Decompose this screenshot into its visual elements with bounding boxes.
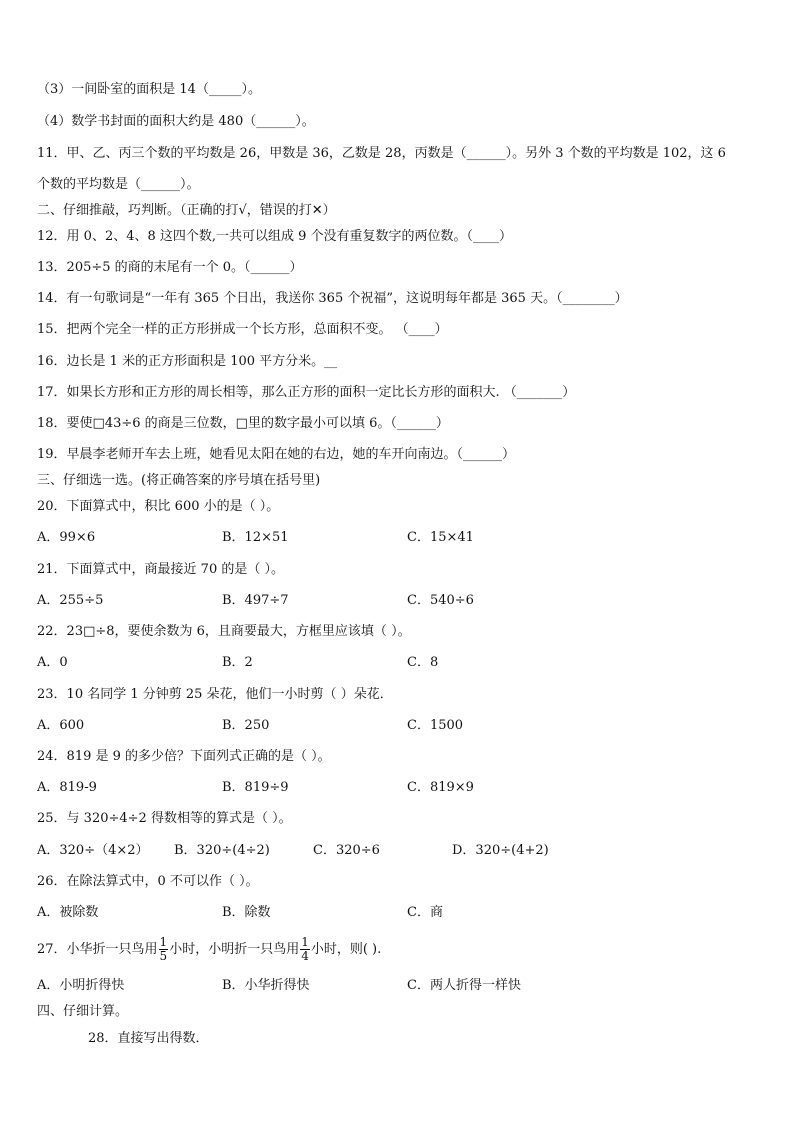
- section-4-heading: 四、仔细计算。: [37, 1004, 129, 1019]
- fraction-2: [300, 936, 310, 963]
- question-26: 26．在除法算式中，0 不可以作（ ）。: [37, 874, 259, 889]
- q22-option-a: A．0: [37, 655, 68, 670]
- fraction-1-denominator: 5: [159, 949, 168, 963]
- q21-option-b: B．497÷7: [222, 593, 289, 608]
- q23-option-c: C．1500: [407, 718, 464, 733]
- q25-option-b: B．320÷(4÷2): [174, 843, 270, 858]
- q26-option-a: A．被除数: [37, 905, 99, 920]
- q26-option-b: B．除数: [222, 905, 271, 920]
- question-11-line-1: 11．甲、乙、丙三个数的平均数是 26，甲数是 36，乙数是 28，丙数是（______）。另外 3 个数的平均数是 102，这 6: [37, 146, 726, 161]
- question-20: 20．下面算式中，积比 600 小的是（ ）。: [37, 499, 280, 514]
- question-19: 19．早晨李老师开车去上班，她看见太阳在她的右边，她的车开向南边。（______）: [37, 447, 516, 462]
- fraction-2-numerator: 1: [301, 935, 309, 949]
- q20-option-b: B．12×51: [222, 530, 289, 545]
- q26-option-c: C．商: [407, 905, 443, 920]
- question-12: 12．用 0、2、4、8 这四个数,一共可以组成 9 个没有重复数字的两位数。（____）: [37, 229, 513, 244]
- q20-option-c: C．15×41: [407, 530, 474, 545]
- q25-option-c: C．320÷6: [313, 843, 380, 858]
- q23-option-b: B．250: [222, 718, 270, 733]
- fraction-1: [159, 936, 169, 963]
- section-3-heading: 三、仔细选一选。(将正确答案的序号填在括号里): [37, 473, 321, 488]
- section-2-heading: 二、仔细推敲，巧判断。（正确的打√，错误的打✕）: [37, 203, 336, 218]
- question-23: 23．10 名同学 1 分钟剪 25 朵花，他们一小时剪（ ）朵花．: [37, 687, 393, 702]
- q27-option-b: B．小华折得快: [222, 978, 310, 993]
- q27-middle: 小时，小明折一只鸟用: [169, 942, 300, 957]
- question-27: [37, 935, 381, 965]
- q23-option-a: A．600: [37, 718, 85, 733]
- question-18: 18．要使□43÷6 的商是三位数，□里的数字最小可以填 6。（______）: [37, 416, 449, 431]
- q24-option-c: C．819×9: [407, 780, 474, 795]
- fraction-2-denominator: 4: [301, 949, 309, 963]
- q27-option-c: C．两人折得一样快: [407, 978, 521, 993]
- q25-option-a: A．320÷（4×2）: [37, 843, 149, 858]
- item-4: （4）数学书封面的面积大约是 480（______）。: [37, 114, 315, 129]
- q27-option-a: A．小明折得快: [37, 978, 125, 993]
- question-21: 21．下面算式中，商最接近 70 的是（ ）。: [37, 562, 284, 577]
- question-24: 24．819 是 9 的多少倍？下面列式正确的是（ ）。: [37, 749, 331, 764]
- question-22: 22．23□÷8，要使余数为 6，且商要最大，方框里应该填（ ）。: [37, 624, 411, 639]
- q24-option-b: B．819÷9: [222, 780, 289, 795]
- q22-option-c: C．8: [407, 655, 439, 670]
- question-14: 14．有一句歌词是“一年有 365 个日出，我送你 365 个祝福”，这说明每年都是 365 天。（________）: [37, 291, 628, 306]
- q25-option-d: D．320÷(4+2): [452, 843, 549, 858]
- item-3: （3）一间卧室的面积是 14（_____）。: [37, 82, 261, 97]
- q27-prefix: 27．小华折一只鸟用: [37, 942, 158, 957]
- question-15: 15．把两个完全一样的正方形拼成一个长方形，总面积不变。 （____）: [37, 322, 448, 337]
- question-11-line-2: 个数的平均数是（______）。: [37, 177, 200, 192]
- question-28: 28．直接写出得数．: [88, 1031, 209, 1046]
- q24-option-a: A．819-9: [37, 780, 97, 795]
- q22-option-b: B．2: [222, 655, 253, 670]
- q21-option-a: A．255÷5: [37, 593, 104, 608]
- question-16: 16．边长是 1 米的正方形面积是 100 平方分米。__: [37, 354, 338, 369]
- q21-option-c: C．540÷6: [407, 593, 474, 608]
- question-17: 17．如果长方形和正方形的周长相等，那么正方形的面积一定比长方形的面积大. （_______）: [37, 385, 576, 400]
- q27-suffix: 小时，则( ).: [310, 942, 382, 957]
- question-13: 13．205÷5 的商的末尾有一个 0。（______）: [37, 260, 303, 275]
- question-25: 25．与 320÷4÷2 得数相等的算式是（ ）。: [37, 811, 292, 826]
- fraction-1-numerator: 1: [159, 935, 168, 949]
- q20-option-a: A．99×6: [37, 530, 96, 545]
